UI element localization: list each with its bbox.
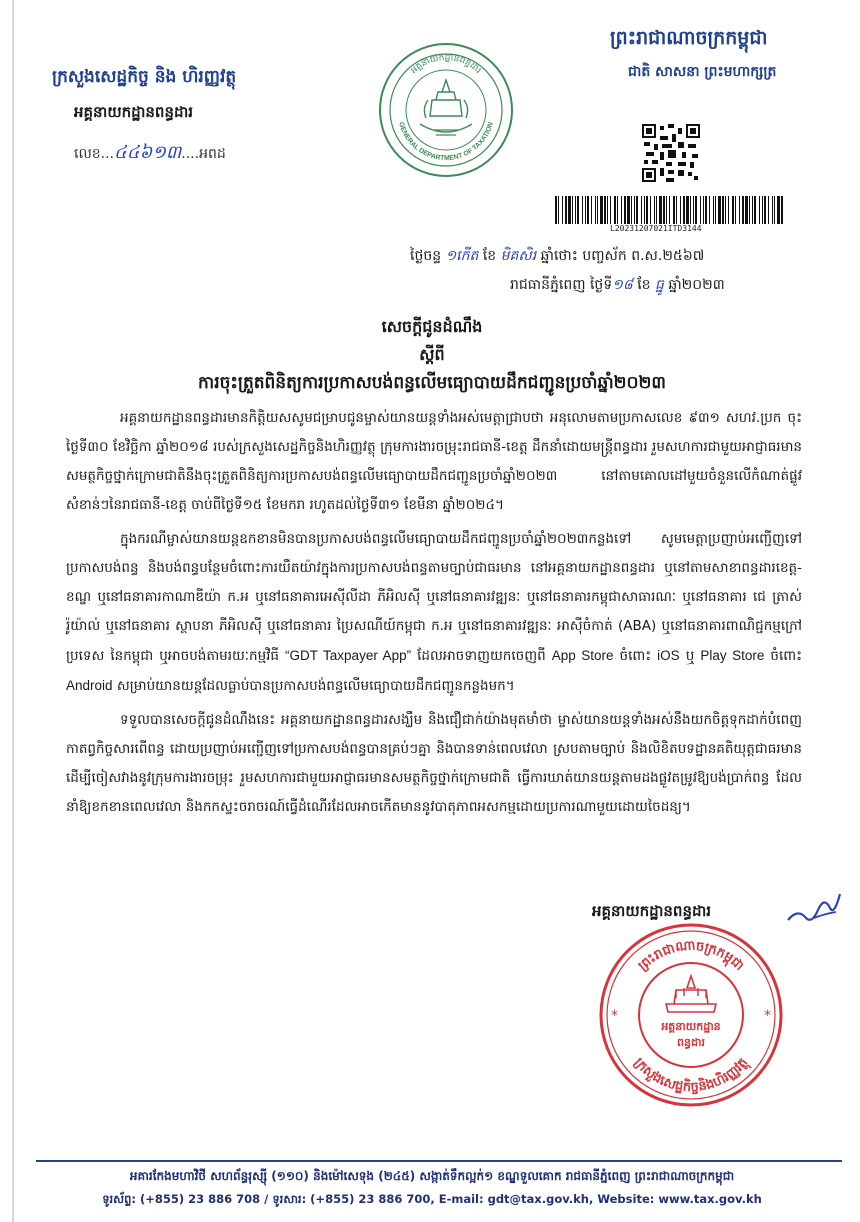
department-name: អគ្គនាយកដ្ឋានពន្ធដារ [74,103,194,121]
ref-handwritten: ៤៤៦១៣ [114,142,182,163]
qr-code[interactable] [642,124,700,182]
svg-text:*: * [611,1008,618,1024]
ref-suffix: ....អពដ [181,146,226,162]
footer-address: អគារកែងមហាវិថី សហព័ន្ធរុស្ស៊ី (១១០) និងម៉ៅសេទុង (២៤៥) សង្កាត់ទឹកល្អក់១ ខណ្ឌទួលគោក រាជធានីភ្នំពេញ ព្រះរាជាណាចក្រកម្ពុជា [129,1169,735,1183]
p2-text-a: ក្នុងករណីម្ចាស់យានយន្តឧកខានមិនបានប្រកាសបង់ពន្ធលើមធ្យោបាយដឹកជញ្ជូនប្រចាំឆ្នាំ២០២៣កន្លងទៅ សូមមេត្តាប្រញាប់អញ្ជើញទៅប្រកាសបង់ពន្ធ និងបង់ពន្ធបន្ថែមចំពោះការយឺតយ៉ាវក្នុងការប្រកាសបង់ពន្ធតាមច្បាប់ជាធរមាន នៅអគ្គនាយកដ្ឋានពន្ធដារ ឬនៅតាមសាខាពន្ធដារខេត្ត-ខណ្ឌ ឬនៅធនាគារកាណាឌីយ៉ា ក.អ ឬនៅធនាគារអេស៊ីលីដា ភីអិលស៊ី ឬនៅធនាគារវឌ្ឍនៈ ឬនៅធនាគារកម្ពុជាសាធារណៈ ឬនៅធនាគារ ជេ ត្រាស់ រ៉ូយ៉ាល់ ឬនៅធនាគារ ស្ថាបនា ភីអិលស៊ី ឬនៅធនាគារ ប្រៃសណីយ៍កម្ពុជា ក.អ ឬនៅធនាគារវឌ្ឍនៈ អាស៊ីចំកាត់ (ABA) ឬនៅធនាគារពាណិជ្ជកម្មក្រៅប្រទេស នៃកម្ពុជា ឬអាចបង់តាមរយៈកម្មវិធី [66,531,802,664]
ministry-name: ក្រសួងសេដ្ឋកិច្ច និង ហិរញ្ញវត្ថុ [52,67,237,87]
solar-month: ធ្នូ [654,277,664,293]
android-name: Android [66,678,113,693]
solar-day: ១៨ [612,277,633,293]
lunar-year: ឆ្នាំថោះ បញ្ចស័ក ព.ស.២៥៦៧ [540,248,705,264]
handwritten-signature [784,888,844,928]
lunar-prefix: ថ្ងៃចន្ទ [410,248,442,264]
app-store-name: App Store [551,648,614,663]
p2-text-b: ដែលអាចទាញយកចេញពី [411,648,552,664]
signer-title: អគ្គនាយកដ្ឋានពន្ធដារ [592,902,712,920]
official-red-stamp [596,920,786,1110]
p2-text-e: ចំពោះ [764,648,803,664]
stamp-bottom-text: ក្រសួងសេដ្ឋកិច្ចនិងហិរញ្ញវត្ថុ [630,1055,752,1096]
gdt-seal-logo [376,40,516,180]
national-motto: ជាតិ សាសនា ព្រះមហាក្សត្រ [628,64,777,80]
p2-text-d: ឬ [679,648,701,664]
lunar-date [410,246,704,267]
footer-contact[interactable]: ទូរស័ព្ទ: (+855) 23 886 708 / ទូរសារ: (+855) 23 886 700, E-mail: gdt@tax.gov.kh, Website: www.tax.gov.kh [102,1192,762,1206]
notice-subject: ការចុះត្រួតពិនិត្យការប្រកាសបង់ពន្ធលើមធ្យោបាយដឹកជញ្ជូនប្រចាំឆ្នាំ២០២៣ [198,373,666,393]
lunar-month-label: ខែ [482,248,497,264]
svg-text:ក្រសួងសេដ្ឋកិច្ចនិងហិរញ្ញវត្ថុ [631,1055,753,1095]
solar-prefix: រាជធានីភ្នំពេញ ថ្ងៃទី [510,277,613,293]
seal-text: GENERAL DEPARTMENT OF TAXATION [397,121,495,163]
svg-text:ព្រះរាជាណាចក្រកម្ពុជា [636,938,747,973]
lunar-month: មិគសិរ [500,248,537,264]
notice-subject-label: ស្តីពី [419,345,445,364]
lunar-day: ១កើត [445,248,479,264]
document-page [14,0,850,1222]
paragraph-1: អគ្គនាយកដ្ឋានពន្ធដារមានកិត្តិយសសូមជម្រាបជូនម្ចាស់យានយន្តទាំងអស់មេត្តាជ្រាបថា អនុលោមតាមប្រកាសលេខ ៩៣១ សហវ.ប្រក ចុះថ្ងៃទី៣០ ខែវិច្ឆិកា ឆ្នាំ២០១៨ របស់ក្រសួងសេដ្ឋកិច្ចនិងហិរញ្ញវត្ថុ ក្រុមការងារចម្រុះរាជធានី-ខេត្ត ដឹកនាំដោយមន្ត្រីពន្ធដារ រួមសហការជាមួយអាជ្ញាធរមានសមត្ថកិច្ចថ្នាក់ក្រោមជាតិនឹងចុះត្រួតពិនិត្យការប្រកាសបង់ពន្ធលើមធ្យោបាយដឹកជញ្ជូនប្រចាំឆ្នាំ២០២៣ នៅតាមគោលដៅមួយចំនួនលើកំណាត់ផ្លូវសំខាន់ៗនៃរាជធានី-ខេត្ត ចាប់ពីថ្ងៃទី១៥ ខែមករា រហូតដល់ថ្ងៃទី៣១ ខែមីនា ឆ្នាំ២០២៤។ [66,410,802,513]
solar-month-label: ខែ [637,277,651,293]
solar-date [510,275,725,296]
solar-year: ឆ្នាំ២០២៣ [668,277,725,293]
kingdom-title: ព្រះរាជាណាចក្រកម្ពុជា [610,27,768,49]
notice-body [66,404,802,827]
svg-text:*: * [764,1008,771,1024]
p2-text-c: ចំពោះ [613,648,658,664]
paragraph-2 [66,525,802,701]
paragraph-3: ទទួលបានសេចក្តីជូនដំណឹងនេះ អគ្គនាយកដ្ឋានពន្ធដារសង្ឃឹម និងជឿជាក់យ៉ាងមុតមាំថា ម្ចាស់យានយន្តទាំងអស់នឹងយកចិត្តទុកដាក់បំពេញកាតព្វកិច្ចសារពើពន្ធ ដោយប្រញាប់អញ្ជើញទៅប្រកាសបង់ពន្ធបានគ្រប់ៗគ្នា និងបានទាន់ពេលវេលា ស្របតាមច្បាប់ និងលិខិតបទដ្ឋានគតិយុត្តជាធរមាន ដើម្បីចៀសវាងនូវក្រុមការងារចម្រុះ រួមសហការជាមួយអាជ្ញាធរមានសមត្ថកិច្ចថ្នាក់ក្រោមជាតិ ធ្វើការឃាត់យានយន្តតាមដងផ្លូវតម្រូវឱ្យបង់ប្រាក់ពន្ធ ដែលនាំឱ្យខកខានពេលវេលា និងកកស្ទះចរាចរណ៍ធ្វើដំណើរដែលអាចកើតមាននូវបាតុភាពអសកម្មដោយប្រការណាមួយដោយចៃដន្យ។ [66,712,802,815]
stamp-middle-text-2: ពន្ធដារ [677,1036,705,1049]
ios-name: iOS [657,648,680,663]
footer-divider [36,1160,842,1162]
p2-text-f: សម្រាប់យានយន្តដែលធ្លាប់បានប្រកាសបង់ពន្ធលើមធ្យោបាយដឹកជញ្ជូនកន្លងមក។ [112,678,515,694]
stamp-middle-text: អគ្គនាយកដ្ឋាន [661,1020,721,1033]
reference-number [74,140,226,167]
barcode-number: L20231207021ITD3144 [610,224,702,233]
seal-text-khmer: អគ្គនាយកដ្ឋានពន្ធដារ [409,52,483,76]
ref-prefix: លេខ... [74,146,115,162]
notice-title: សេចក្តីជូនដំណឹង [381,317,483,336]
gdt-app-name: “GDT Taxpayer App” [285,648,412,663]
stamp-top-text: ព្រះរាជាណាចក្រកម្ពុជា [635,938,747,974]
play-store-name: Play Store [700,648,765,663]
barcode [555,196,783,224]
